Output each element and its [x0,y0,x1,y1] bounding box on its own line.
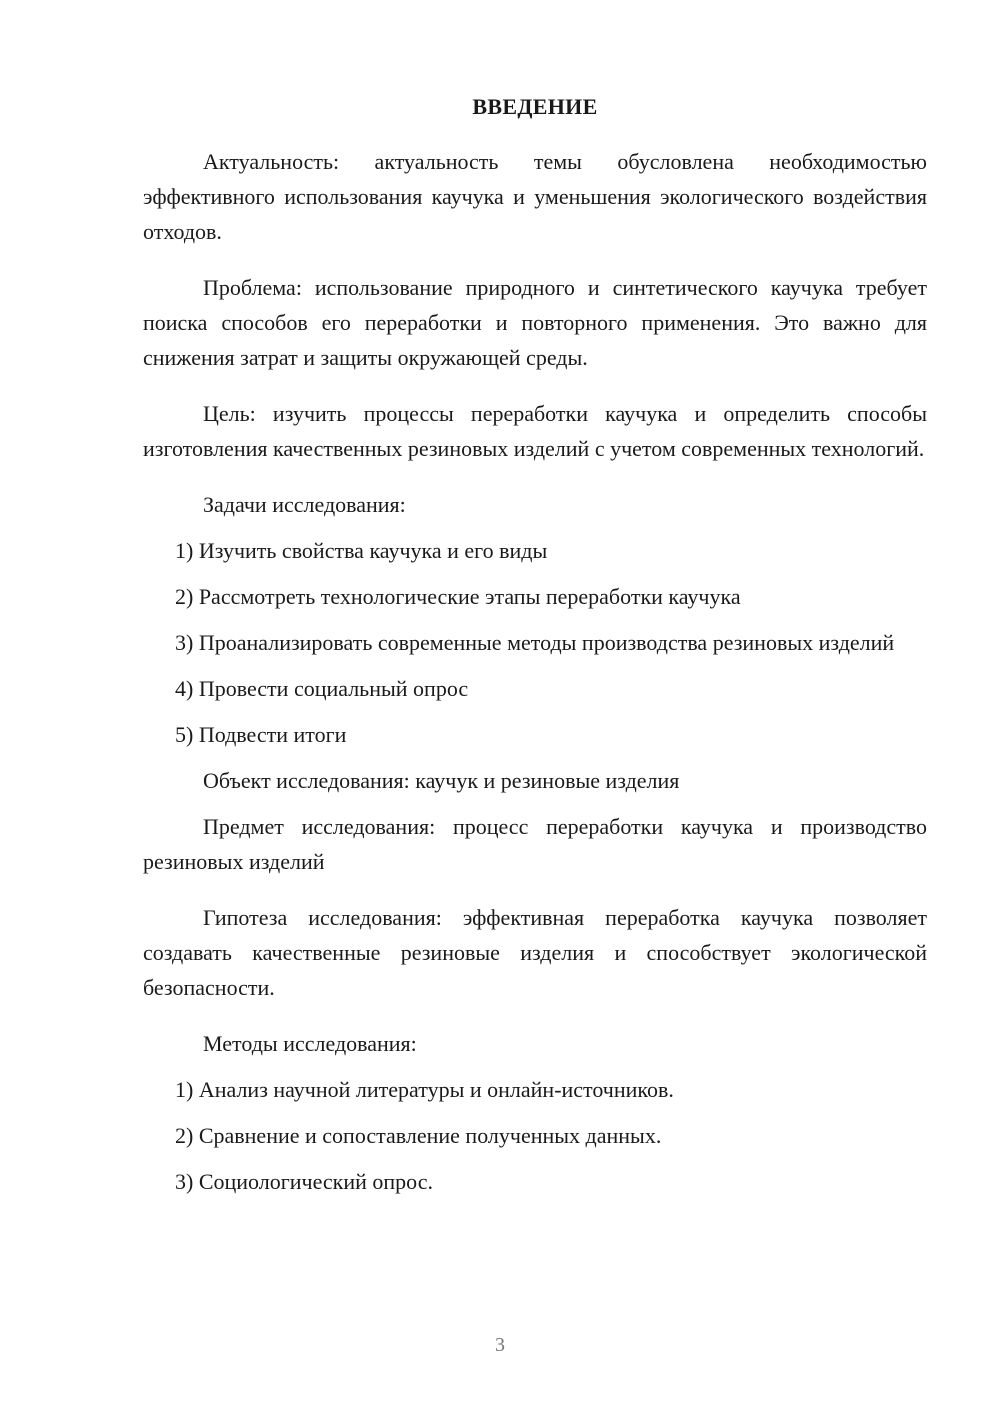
problem-paragraph: Проблема: использование природного и синтетического каучука требует поиска способов его переработки и повторного применения. Это важно для снижения затрат и защиты окружающей среды. [143,275,927,370]
list-item: 3) Проанализировать современные методы производства резиновых изделий [175,630,895,655]
list-item: 2) Рассмотреть технологические этапы переработки каучука [175,584,741,609]
list-item: 2) Сравнение и сопоставление полученных данных. [175,1123,662,1148]
goal-paragraph: Цель: изучить процессы переработки каучука и определить способы изготовления качественных резиновых изделий с учетом современных технологий. [143,401,927,461]
subject-paragraph: Предмет исследования: процесс переработки каучука и производство резиновых изделий [143,814,927,874]
page-title: ВВЕДЕНИЕ [472,94,598,119]
tasks-heading: Задачи исследования: [203,492,406,517]
methods-heading: Методы исследования: [203,1031,417,1056]
actuality-paragraph: Актуальность: актуальность темы обусловлена необходимостью эффективного использования каучука и уменьшения экологического воздействия отходов. [143,149,927,244]
document-page [143,92,927,1210]
object-paragraph: Объект исследования: каучук и резиновые изделия [203,768,680,793]
page-number: 3 [495,1334,505,1356]
list-item: 3) Социологический опрос. [175,1169,433,1194]
list-item: 1) Изучить свойства каучука и его виды [175,538,548,563]
list-item: 4) Провести социальный опрос [175,676,469,701]
list-item: 5) Подвести итоги [175,722,347,747]
list-item: 1) Анализ научной литературы и онлайн-источников. [175,1077,674,1102]
methods-list [143,1072,927,1199]
tasks-list [143,533,927,752]
hypothesis-paragraph: Гипотеза исследования: эффективная переработка каучука позволяет создавать качественные резиновые изделия и способствует экологической безопасности. [143,905,927,1000]
